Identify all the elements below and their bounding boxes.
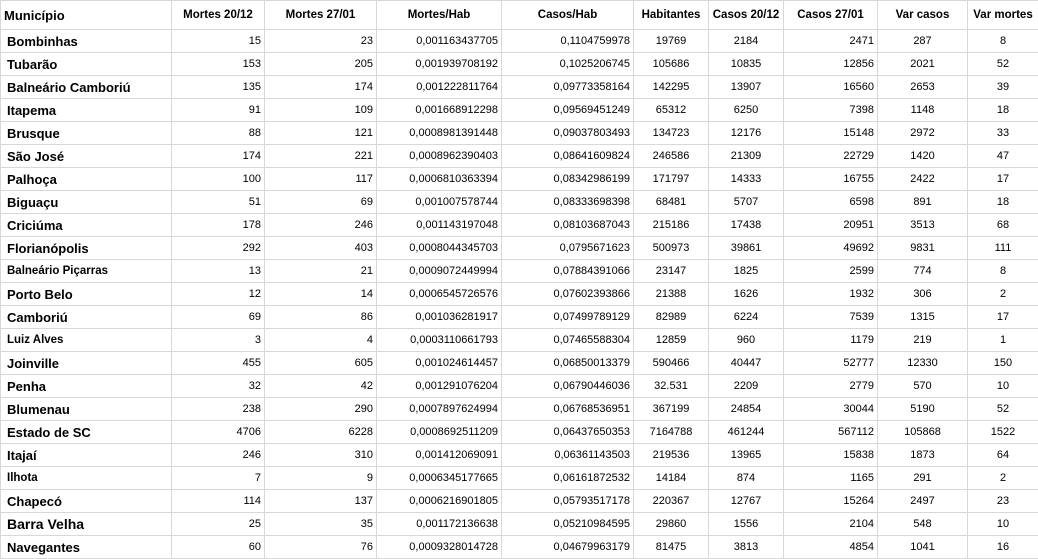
cell-casos-hab[interactable]: 0,08103687043 — [502, 214, 634, 237]
cell-var-casos[interactable]: 548 — [878, 513, 968, 536]
header-cell-habitantes[interactable]: Habitantes — [634, 1, 709, 30]
cell-mortes-hab[interactable]: 0,0009328014728 — [377, 536, 502, 559]
cell-mortes-2012[interactable]: 60 — [172, 536, 265, 559]
table-row — [1, 490, 1038, 513]
cell-habitantes[interactable]: 105686 — [634, 53, 709, 76]
cell-casos-2701[interactable]: 2779 — [784, 375, 878, 398]
cell-casos-2012[interactable]: 3813 — [709, 536, 784, 559]
cell-var-casos[interactable]: 5190 — [878, 398, 968, 421]
cell-municipio[interactable]: Porto Belo — [1, 283, 172, 306]
cell-municipio[interactable]: Balneário Piçarras — [1, 260, 172, 283]
table-row — [1, 30, 1038, 53]
cell-mortes-2701[interactable]: 21 — [265, 260, 377, 283]
cell-mortes-2701[interactable]: 121 — [265, 122, 377, 145]
cell-var-mortes[interactable]: 8 — [968, 30, 1038, 53]
cell-var-casos[interactable]: 9831 — [878, 237, 968, 260]
cell-casos-hab[interactable]: 0,05793517178 — [502, 490, 634, 513]
table-row — [1, 306, 1038, 329]
cell-mortes-hab[interactable]: 0,001412069091 — [377, 444, 502, 467]
cell-casos-2701[interactable]: 4854 — [784, 536, 878, 559]
cell-mortes-2012[interactable]: 91 — [172, 99, 265, 122]
cell-var-mortes[interactable]: 17 — [968, 306, 1038, 329]
cell-municipio[interactable]: Luiz Alves — [1, 329, 172, 352]
cell-mortes-2012[interactable]: 69 — [172, 306, 265, 329]
cell-casos-2012[interactable]: 874 — [709, 467, 784, 490]
cell-var-mortes[interactable]: 16 — [968, 536, 1038, 559]
header-cell-casos-2012[interactable]: Casos 20/12 — [709, 1, 784, 30]
cell-mortes-2012[interactable]: 238 — [172, 398, 265, 421]
cell-mortes-2012[interactable]: 25 — [172, 513, 265, 536]
cell-mortes-2701[interactable]: 69 — [265, 191, 377, 214]
cell-var-casos[interactable]: 1420 — [878, 145, 968, 168]
cell-casos-2012[interactable]: 6224 — [709, 306, 784, 329]
cell-mortes-2012[interactable]: 3 — [172, 329, 265, 352]
cell-habitantes[interactable]: 220367 — [634, 490, 709, 513]
cell-municipio[interactable]: Balneário Camboriú — [1, 76, 172, 99]
cell-mortes-hab[interactable]: 0,001163437705 — [377, 30, 502, 53]
cell-var-mortes[interactable]: 18 — [968, 191, 1038, 214]
table-row — [1, 352, 1038, 375]
table-row — [1, 99, 1038, 122]
cell-habitantes[interactable]: 29860 — [634, 513, 709, 536]
cell-mortes-hab[interactable]: 0,0009072449994 — [377, 260, 502, 283]
cell-habitantes[interactable]: 21388 — [634, 283, 709, 306]
cell-municipio[interactable]: Criciúma — [1, 214, 172, 237]
cell-casos-2701[interactable]: 30044 — [784, 398, 878, 421]
cell-casos-hab[interactable]: 0,07602393866 — [502, 283, 634, 306]
cell-habitantes[interactable]: 65312 — [634, 99, 709, 122]
table-row — [1, 237, 1038, 260]
cell-casos-hab[interactable]: 0,04679963179 — [502, 536, 634, 559]
cell-habitantes[interactable]: 171797 — [634, 168, 709, 191]
cell-mortes-2701[interactable]: 76 — [265, 536, 377, 559]
cell-municipio[interactable]: Biguaçu — [1, 191, 172, 214]
cell-var-mortes[interactable]: 18 — [968, 99, 1038, 122]
cell-casos-hab[interactable]: 0,1025206745 — [502, 53, 634, 76]
cell-mortes-2701[interactable]: 290 — [265, 398, 377, 421]
cell-var-mortes[interactable]: 17 — [968, 168, 1038, 191]
cell-habitantes[interactable]: 7164788 — [634, 421, 709, 444]
cell-mortes-2701[interactable]: 117 — [265, 168, 377, 191]
cell-casos-2701[interactable]: 1932 — [784, 283, 878, 306]
cell-var-casos[interactable]: 12330 — [878, 352, 968, 375]
cell-habitantes[interactable]: 19769 — [634, 30, 709, 53]
cell-mortes-hab[interactable]: 0,001668912298 — [377, 99, 502, 122]
cell-municipio[interactable]: Bombinhas — [1, 30, 172, 53]
cell-mortes-hab[interactable]: 0,001007578744 — [377, 191, 502, 214]
cell-mortes-2012[interactable]: 32 — [172, 375, 265, 398]
cell-mortes-hab[interactable]: 0,0003110661793 — [377, 329, 502, 352]
header-cell-var-casos[interactable]: Var casos — [878, 1, 968, 30]
cell-mortes-2012[interactable]: 100 — [172, 168, 265, 191]
cell-mortes-hab[interactable]: 0,0008692511209 — [377, 421, 502, 444]
cell-casos-2701[interactable]: 16560 — [784, 76, 878, 99]
cell-casos-hab[interactable]: 0,07499789129 — [502, 306, 634, 329]
cell-casos-2012[interactable]: 24854 — [709, 398, 784, 421]
table-row — [1, 375, 1038, 398]
cell-mortes-2701[interactable]: 605 — [265, 352, 377, 375]
cell-casos-2701[interactable]: 15148 — [784, 122, 878, 145]
table-row — [1, 467, 1038, 490]
cell-var-mortes[interactable]: 1522 — [968, 421, 1038, 444]
cell-mortes-2012[interactable]: 455 — [172, 352, 265, 375]
cell-casos-2012[interactable]: 39861 — [709, 237, 784, 260]
cell-mortes-2012[interactable]: 7 — [172, 467, 265, 490]
cell-casos-2012[interactable]: 17438 — [709, 214, 784, 237]
cell-municipio[interactable]: Itajaí — [1, 444, 172, 467]
cell-habitantes[interactable]: 219536 — [634, 444, 709, 467]
cell-municipio[interactable]: Chapecó — [1, 490, 172, 513]
cell-var-casos[interactable]: 306 — [878, 283, 968, 306]
cell-var-mortes[interactable]: 10 — [968, 513, 1038, 536]
cell-habitantes[interactable]: 81475 — [634, 536, 709, 559]
cell-var-mortes[interactable]: 23 — [968, 490, 1038, 513]
cell-var-mortes[interactable]: 2 — [968, 467, 1038, 490]
cell-casos-hab[interactable]: 0,06850013379 — [502, 352, 634, 375]
header-cell-casos-hab[interactable]: Casos/Hab — [502, 1, 634, 30]
cell-habitantes[interactable]: 590466 — [634, 352, 709, 375]
cell-habitantes[interactable]: 367199 — [634, 398, 709, 421]
cell-habitantes[interactable]: 12859 — [634, 329, 709, 352]
header-cell-mortes-2012[interactable]: Mortes 20/12 — [172, 1, 265, 30]
cell-municipio[interactable]: Brusque — [1, 122, 172, 145]
cell-casos-hab[interactable]: 0,06361143503 — [502, 444, 634, 467]
cell-municipio[interactable]: Blumenau — [1, 398, 172, 421]
cell-var-mortes[interactable]: 8 — [968, 260, 1038, 283]
header-cell-mortes-2701[interactable]: Mortes 27/01 — [265, 1, 377, 30]
cell-var-casos[interactable]: 2972 — [878, 122, 968, 145]
cell-habitantes[interactable]: 215186 — [634, 214, 709, 237]
cell-mortes-2701[interactable]: 403 — [265, 237, 377, 260]
cell-mortes-2701[interactable]: 23 — [265, 30, 377, 53]
cell-casos-2012[interactable]: 13907 — [709, 76, 784, 99]
cell-casos-2701[interactable]: 16755 — [784, 168, 878, 191]
cell-municipio[interactable]: Camboriú — [1, 306, 172, 329]
table-row — [1, 421, 1038, 444]
cell-mortes-2701[interactable]: 35 — [265, 513, 377, 536]
cell-municipio[interactable]: São José — [1, 145, 172, 168]
cell-casos-hab[interactable]: 0,07465588304 — [502, 329, 634, 352]
cell-var-casos[interactable]: 105868 — [878, 421, 968, 444]
cell-var-mortes[interactable]: 33 — [968, 122, 1038, 145]
cell-habitantes[interactable]: 134723 — [634, 122, 709, 145]
cell-casos-hab[interactable]: 0,0795671623 — [502, 237, 634, 260]
cell-var-mortes[interactable]: 52 — [968, 398, 1038, 421]
cell-casos-hab[interactable]: 0,06161872532 — [502, 467, 634, 490]
cell-var-mortes[interactable]: 1 — [968, 329, 1038, 352]
cell-casos-2701[interactable]: 2471 — [784, 30, 878, 53]
cell-mortes-hab[interactable]: 0,0008981391448 — [377, 122, 502, 145]
cell-var-casos[interactable]: 1315 — [878, 306, 968, 329]
cell-casos-2012[interactable]: 2209 — [709, 375, 784, 398]
cell-var-mortes[interactable]: 39 — [968, 76, 1038, 99]
cell-casos-2012[interactable]: 2184 — [709, 30, 784, 53]
cell-casos-2012[interactable]: 13965 — [709, 444, 784, 467]
cell-casos-2012[interactable]: 10835 — [709, 53, 784, 76]
cell-mortes-2012[interactable]: 174 — [172, 145, 265, 168]
cell-mortes-2012[interactable]: 88 — [172, 122, 265, 145]
table-row — [1, 513, 1038, 536]
cell-var-casos[interactable]: 2422 — [878, 168, 968, 191]
cell-municipio[interactable]: Palhoça — [1, 168, 172, 191]
cell-casos-2701[interactable]: 7398 — [784, 99, 878, 122]
cell-casos-hab[interactable]: 0,05210984595 — [502, 513, 634, 536]
cell-var-mortes[interactable]: 2 — [968, 283, 1038, 306]
cell-casos-2012[interactable]: 40447 — [709, 352, 784, 375]
cell-casos-hab[interactable]: 0,1104759978 — [502, 30, 634, 53]
cell-habitantes[interactable]: 23147 — [634, 260, 709, 283]
cell-municipio[interactable]: Florianópolis — [1, 237, 172, 260]
cell-mortes-2701[interactable]: 137 — [265, 490, 377, 513]
cell-var-mortes[interactable]: 52 — [968, 53, 1038, 76]
cell-casos-2701[interactable]: 2599 — [784, 260, 878, 283]
cell-mortes-2701[interactable]: 4 — [265, 329, 377, 352]
cell-municipio[interactable]: Navegantes — [1, 536, 172, 559]
cell-casos-2012[interactable]: 14333 — [709, 168, 784, 191]
cell-habitantes[interactable]: 82989 — [634, 306, 709, 329]
cell-mortes-2012[interactable]: 135 — [172, 76, 265, 99]
cell-mortes-2012[interactable]: 114 — [172, 490, 265, 513]
cell-var-casos[interactable]: 291 — [878, 467, 968, 490]
cell-mortes-2012[interactable]: 51 — [172, 191, 265, 214]
cell-var-casos[interactable]: 774 — [878, 260, 968, 283]
cell-casos-2012[interactable]: 5707 — [709, 191, 784, 214]
table-row — [1, 444, 1038, 467]
cell-habitantes[interactable]: 142295 — [634, 76, 709, 99]
cell-mortes-2701[interactable]: 221 — [265, 145, 377, 168]
cell-mortes-hab[interactable]: 0,001143197048 — [377, 214, 502, 237]
cell-mortes-hab[interactable]: 0,0006216901805 — [377, 490, 502, 513]
cell-casos-2012[interactable]: 1626 — [709, 283, 784, 306]
cell-mortes-hab[interactable]: 0,0008962390403 — [377, 145, 502, 168]
header-cell-var-mortes[interactable]: Var mortes — [968, 1, 1038, 30]
header-cell-mortes-hab[interactable]: Mortes/Hab — [377, 1, 502, 30]
cell-casos-2701[interactable]: 22729 — [784, 145, 878, 168]
cell-casos-2012[interactable]: 461244 — [709, 421, 784, 444]
table-row — [1, 122, 1038, 145]
table-row — [1, 260, 1038, 283]
header-row — [1, 1, 1038, 30]
cell-casos-2701[interactable]: 15838 — [784, 444, 878, 467]
cell-var-casos[interactable]: 2653 — [878, 76, 968, 99]
cell-var-casos[interactable]: 891 — [878, 191, 968, 214]
cell-mortes-2701[interactable]: 246 — [265, 214, 377, 237]
cell-casos-2701[interactable]: 12856 — [784, 53, 878, 76]
cell-mortes-hab[interactable]: 0,001036281917 — [377, 306, 502, 329]
cell-mortes-hab[interactable]: 0,0006545726576 — [377, 283, 502, 306]
table-row — [1, 283, 1038, 306]
cell-casos-hab[interactable]: 0,06768536951 — [502, 398, 634, 421]
cell-habitantes[interactable]: 32.531 — [634, 375, 709, 398]
cell-mortes-hab[interactable]: 0,0006810363394 — [377, 168, 502, 191]
cell-var-mortes[interactable]: 47 — [968, 145, 1038, 168]
cell-casos-hab[interactable]: 0,06437650353 — [502, 421, 634, 444]
cell-casos-2701[interactable]: 6598 — [784, 191, 878, 214]
cell-casos-2012[interactable]: 12176 — [709, 122, 784, 145]
cell-var-casos[interactable]: 219 — [878, 329, 968, 352]
cell-casos-2701[interactable]: 20951 — [784, 214, 878, 237]
cell-mortes-hab[interactable]: 0,0008044345703 — [377, 237, 502, 260]
cell-casos-2701[interactable]: 7539 — [784, 306, 878, 329]
cell-mortes-2701[interactable]: 174 — [265, 76, 377, 99]
cell-mortes-2701[interactable]: 14 — [265, 283, 377, 306]
cell-var-mortes[interactable]: 150 — [968, 352, 1038, 375]
cell-mortes-hab[interactable]: 0,001024614457 — [377, 352, 502, 375]
cell-municipio[interactable]: Penha — [1, 375, 172, 398]
cell-casos-2701[interactable]: 49692 — [784, 237, 878, 260]
cell-mortes-2701[interactable]: 205 — [265, 53, 377, 76]
cell-mortes-2012[interactable]: 15 — [172, 30, 265, 53]
cell-mortes-2701[interactable]: 109 — [265, 99, 377, 122]
cell-var-casos[interactable]: 287 — [878, 30, 968, 53]
table-row — [1, 53, 1038, 76]
table-row — [1, 191, 1038, 214]
header-cell-municipio[interactable]: Município — [1, 1, 172, 30]
cell-var-casos[interactable]: 570 — [878, 375, 968, 398]
cell-municipio[interactable]: Barra Velha — [1, 513, 172, 536]
cell-mortes-2701[interactable]: 86 — [265, 306, 377, 329]
cell-mortes-2701[interactable]: 42 — [265, 375, 377, 398]
cell-habitantes[interactable]: 14184 — [634, 467, 709, 490]
cell-var-casos[interactable]: 3513 — [878, 214, 968, 237]
cell-mortes-hab[interactable]: 0,001222811764 — [377, 76, 502, 99]
cell-mortes-2012[interactable]: 13 — [172, 260, 265, 283]
cell-casos-2012[interactable]: 21309 — [709, 145, 784, 168]
cell-habitantes[interactable]: 68481 — [634, 191, 709, 214]
cell-municipio[interactable]: Estado de SC — [1, 421, 172, 444]
cell-habitantes[interactable]: 246586 — [634, 145, 709, 168]
cell-var-casos[interactable]: 2497 — [878, 490, 968, 513]
cell-casos-2012[interactable]: 1825 — [709, 260, 784, 283]
cell-casos-hab[interactable]: 0,06790446036 — [502, 375, 634, 398]
cell-casos-2701[interactable]: 567112 — [784, 421, 878, 444]
cell-mortes-2012[interactable]: 4706 — [172, 421, 265, 444]
cell-casos-hab[interactable]: 0,09773358164 — [502, 76, 634, 99]
table-row — [1, 76, 1038, 99]
cell-var-casos[interactable]: 2021 — [878, 53, 968, 76]
cell-mortes-2012[interactable]: 292 — [172, 237, 265, 260]
cell-municipio[interactable]: Joinville — [1, 352, 172, 375]
cell-mortes-hab[interactable]: 0,0007897624994 — [377, 398, 502, 421]
cell-casos-hab[interactable]: 0,08333698398 — [502, 191, 634, 214]
cell-var-casos[interactable]: 1041 — [878, 536, 968, 559]
cell-mortes-2701[interactable]: 9 — [265, 467, 377, 490]
cell-var-casos[interactable]: 1873 — [878, 444, 968, 467]
table-row — [1, 329, 1038, 352]
cell-municipio[interactable]: Itapema — [1, 99, 172, 122]
cell-mortes-hab[interactable]: 0,001291076204 — [377, 375, 502, 398]
cell-var-mortes[interactable]: 64 — [968, 444, 1038, 467]
cell-casos-2701[interactable]: 2104 — [784, 513, 878, 536]
cell-casos-2701[interactable]: 15264 — [784, 490, 878, 513]
cell-casos-hab[interactable]: 0,09037803493 — [502, 122, 634, 145]
cell-municipio[interactable]: Ilhota — [1, 467, 172, 490]
cell-casos-2701[interactable]: 1179 — [784, 329, 878, 352]
cell-mortes-hab[interactable]: 0,001939708192 — [377, 53, 502, 76]
cell-habitantes[interactable]: 500973 — [634, 237, 709, 260]
cell-casos-hab[interactable]: 0,08641609824 — [502, 145, 634, 168]
cell-mortes-2012[interactable]: 246 — [172, 444, 265, 467]
table-row — [1, 145, 1038, 168]
cell-municipio[interactable]: Tubarão — [1, 53, 172, 76]
cell-casos-2012[interactable]: 1556 — [709, 513, 784, 536]
cell-casos-2701[interactable]: 52777 — [784, 352, 878, 375]
cell-mortes-2012[interactable]: 12 — [172, 283, 265, 306]
cell-casos-hab[interactable]: 0,08342986199 — [502, 168, 634, 191]
cell-var-casos[interactable]: 1148 — [878, 99, 968, 122]
cell-var-mortes[interactable]: 10 — [968, 375, 1038, 398]
cell-casos-2701[interactable]: 1165 — [784, 467, 878, 490]
cell-casos-2012[interactable]: 960 — [709, 329, 784, 352]
header-cell-casos-2701[interactable]: Casos 27/01 — [784, 1, 878, 30]
cell-var-mortes[interactable]: 68 — [968, 214, 1038, 237]
table-row — [1, 214, 1038, 237]
cell-mortes-hab[interactable]: 0,0006345177665 — [377, 467, 502, 490]
cell-casos-2012[interactable]: 12767 — [709, 490, 784, 513]
cell-mortes-2701[interactable]: 6228 — [265, 421, 377, 444]
table-row — [1, 398, 1038, 421]
cell-casos-2012[interactable]: 6250 — [709, 99, 784, 122]
cell-mortes-2701[interactable]: 310 — [265, 444, 377, 467]
cell-casos-hab[interactable]: 0,09569451249 — [502, 99, 634, 122]
table-row — [1, 168, 1038, 191]
cell-casos-hab[interactable]: 0,07884391066 — [502, 260, 634, 283]
cell-mortes-2012[interactable]: 153 — [172, 53, 265, 76]
table-row — [1, 536, 1038, 559]
cell-mortes-2012[interactable]: 178 — [172, 214, 265, 237]
cell-mortes-hab[interactable]: 0,001172136638 — [377, 513, 502, 536]
cell-var-mortes[interactable]: 111 — [968, 237, 1038, 260]
